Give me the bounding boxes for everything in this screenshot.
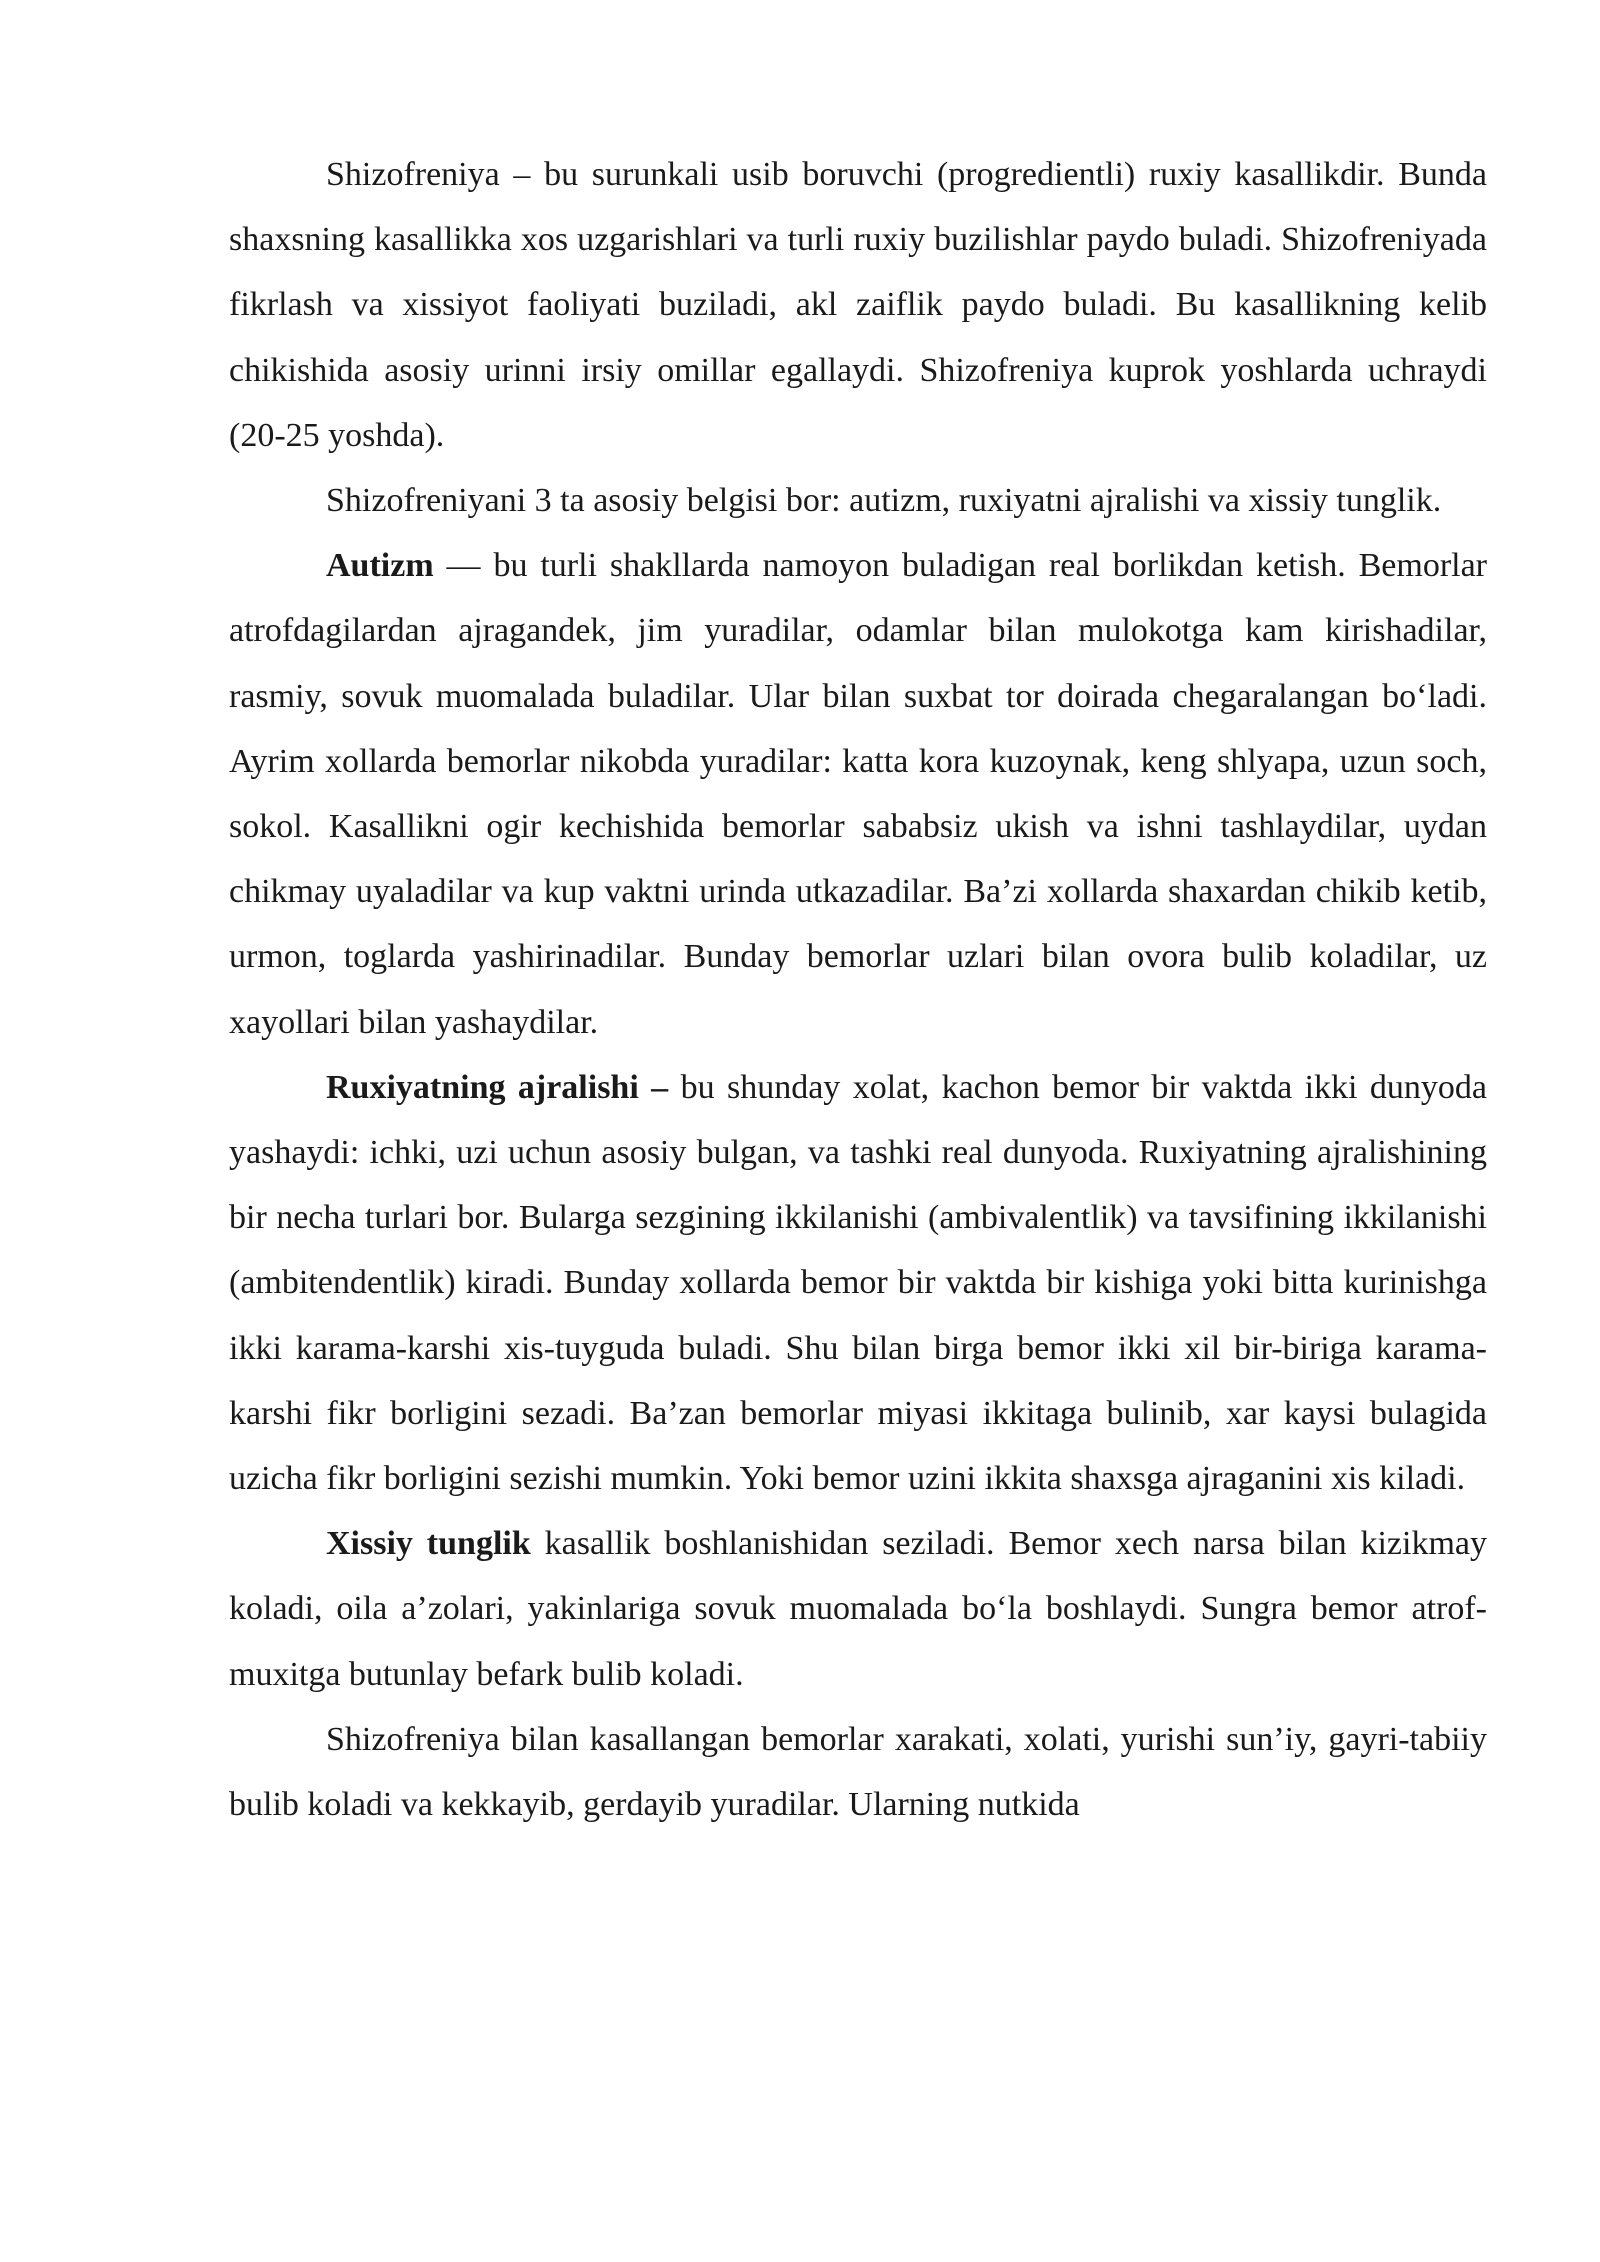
- paragraph-emotional-dullness: [229, 1511, 1487, 1707]
- paragraph-term-emotional-dullness: Xissiy tunglik: [326, 1525, 531, 1563]
- paragraph-behaviour: [229, 1707, 1487, 1837]
- paragraph-text: kasallik boshlanishidan seziladi. Bemor xech narsa bilan kizikmay koladi, oila a’zolari, yakinlariga sovuk muomalada bo‘la boshlaydi. Sungra bemor atrof-muxitga butunlay befark bulib koladi.: [229, 1525, 1487, 1693]
- paragraph-main-signs: [229, 468, 1487, 533]
- paragraph-autism: [229, 533, 1487, 1055]
- paragraph-text: — bu turli shakllarda namoyon buladigan real borlikdan ketish. Bemorlar atrofdagilardan ajragandek, jim yuradilar, odamlar bilan mulokotga kam kirishadilar, rasmiy, sovuk muomalada buladilar. Ular bilan suxbat tor doirada chegaralangan bo‘ladi. Ayrim xollarda bemorlar nikobda yuradilar: katta kora kuzoynak, keng shlyapa, uzun soch, sokol. Kasallikni ogir kechishida bemorlar sababsiz ukish va ishni tashlaydilar, uydan chikmay uyaladilar va kup vaktni urinda utkazadilar. Ba’zi xollarda shaxardan chikib ketib, urmon, toglarda yashirinadilar. Bunday bemorlar uzlari bilan ovora bulib koladilar, uz xayollari bilan yashaydilar.: [229, 547, 1487, 1041]
- paragraph-text: Shizofreniyani 3 ta asosiy belgisi bor: autizm, ruxiyatni ajralishi va xissiy tunglik.: [326, 482, 1442, 520]
- paragraph-text: Shizofreniya – bu surunkali usib boruvchi (progredientli) ruxiy kasallikdir. Bunda shaxsning kasallikka xos uzgarishlari va turli ruxiy buzilishlar paydo buladi. Shizofreniyada fikrlash va xissiyot faoliyati buziladi, akl zaiflik paydo buladi. Bu kasallikning kelib chikishida asosiy urinni irsiy omillar egallaydi. Shizofreniya kuprok yoshlarda uchraydi (20-25 yoshda).: [229, 156, 1487, 454]
- document-page: [229, 142, 1487, 1837]
- paragraph-term-autism: Autizm: [326, 547, 434, 585]
- paragraph-term-splitting: Ruxiyatning ajralishi –: [326, 1068, 669, 1106]
- paragraph-text: Shizofreniya bilan kasallangan bemorlar xarakati, xolati, yurishi sun’iy, gayri-tabiiy bulib koladi va kekkayib, gerdayib yuradilar. Ularning nutkida: [229, 1720, 1487, 1824]
- paragraph-splitting: [229, 1055, 1487, 1511]
- paragraph-definition: [229, 142, 1487, 468]
- paragraph-text: bu shunday xolat, kachon bemor bir vaktda ikki dunyoda yashaydi: ichki, uzi uchun asosiy bulgan, va tashki real dunyoda. Ruxiyatning ajralishining bir necha turlari bor. Bularga sezgining ikkilanishi (ambivalentlik) va tavsifining ikkilanishi (ambitendentlik) kiradi. Bunday xollarda bemor bir vaktda bir kishiga yoki bitta kurinishga ikki karama-karshi xis-tuyguda buladi. Shu bilan birga bemor ikki xil bir-biriga karama-karshi fikr borligini sezadi. Ba’zan bemorlar miyasi ikkitaga bulinib, xar kaysi bulagida uzicha fikr borligini sezishi mumkin. Yoki bemor uzini ikkita shaxsga ajraganini xis kiladi.: [229, 1068, 1487, 1498]
